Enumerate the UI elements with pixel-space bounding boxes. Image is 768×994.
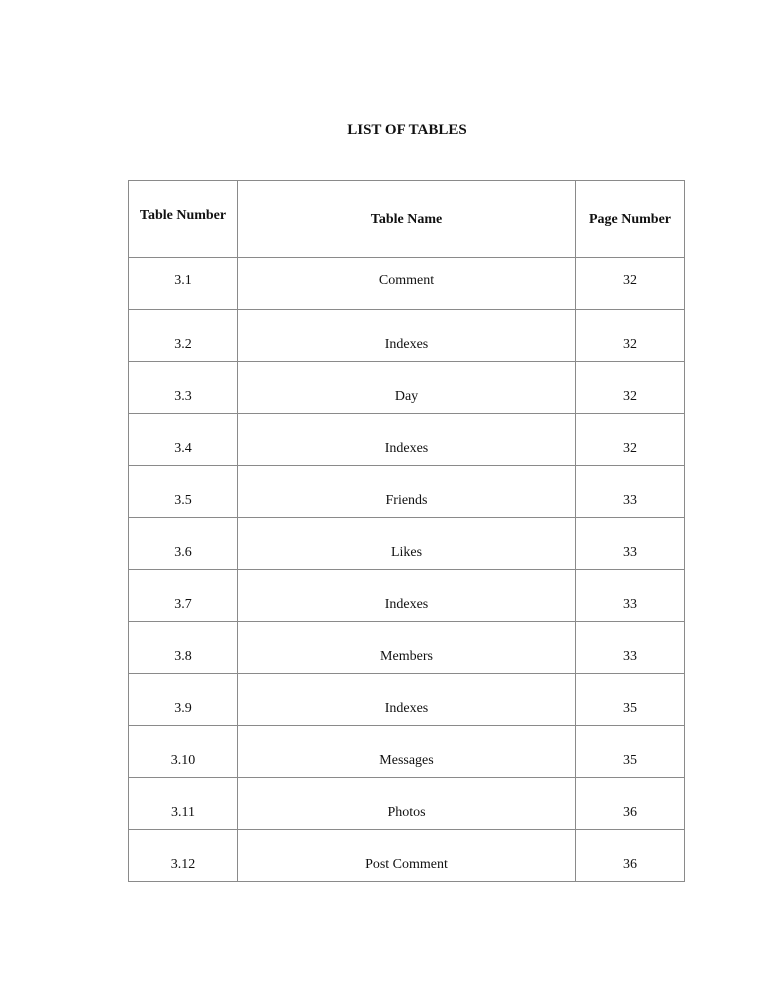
page-number-cell: 32 <box>576 414 685 466</box>
table-number-cell: 3.2 <box>129 310 238 362</box>
table-name-cell: Likes <box>238 518 576 570</box>
table-name-cell: Comment <box>238 258 576 310</box>
table-name-cell: Friends <box>238 466 576 518</box>
table-name-cell: Indexes <box>238 310 576 362</box>
table-row <box>129 414 685 466</box>
table-row <box>129 258 685 310</box>
table-name-cell: Members <box>238 622 576 674</box>
table-name-cell: Indexes <box>238 414 576 466</box>
page-number-cell: 33 <box>576 622 685 674</box>
header-table-number: Table Number <box>129 181 238 258</box>
table-name-cell: Photos <box>238 778 576 830</box>
table-number-cell: 3.1 <box>129 258 238 310</box>
header-page-number: Page Number <box>576 181 685 258</box>
table-name-cell: Post Comment <box>238 830 576 882</box>
table-name-cell: Messages <box>238 726 576 778</box>
table-number-cell: 3.10 <box>129 726 238 778</box>
table-row <box>129 466 685 518</box>
table-number-cell: 3.8 <box>129 622 238 674</box>
page-number-cell: 36 <box>576 830 685 882</box>
table-row <box>129 362 685 414</box>
table-number-cell: 3.9 <box>129 674 238 726</box>
table-row <box>129 674 685 726</box>
table-row <box>129 622 685 674</box>
table-row <box>129 518 685 570</box>
table-number-cell: 3.4 <box>129 414 238 466</box>
table-number-cell: 3.5 <box>129 466 238 518</box>
page-number-cell: 32 <box>576 258 685 310</box>
table-number-cell: 3.6 <box>129 518 238 570</box>
page-number-cell: 35 <box>576 726 685 778</box>
page-number-cell: 35 <box>576 674 685 726</box>
table-header-row <box>129 181 685 258</box>
table-name-cell: Day <box>238 362 576 414</box>
page-number-cell: 32 <box>576 310 685 362</box>
list-of-tables <box>128 180 685 882</box>
table-name-cell: Indexes <box>238 674 576 726</box>
table-row <box>129 726 685 778</box>
table-row <box>129 778 685 830</box>
page-number-cell: 33 <box>576 518 685 570</box>
table-row <box>129 310 685 362</box>
table-row <box>129 570 685 622</box>
table-number-cell: 3.3 <box>129 362 238 414</box>
page-number-cell: 32 <box>576 362 685 414</box>
table-number-cell: 3.12 <box>129 830 238 882</box>
page-title: LIST OF TABLES <box>347 122 467 138</box>
page-number-cell: 33 <box>576 570 685 622</box>
header-table-name: Table Name <box>238 181 576 258</box>
table-name-cell: Indexes <box>238 570 576 622</box>
page-number-cell: 33 <box>576 466 685 518</box>
table-row <box>129 830 685 882</box>
page-number-cell: 36 <box>576 778 685 830</box>
table-number-cell: 3.11 <box>129 778 238 830</box>
table-number-cell: 3.7 <box>129 570 238 622</box>
